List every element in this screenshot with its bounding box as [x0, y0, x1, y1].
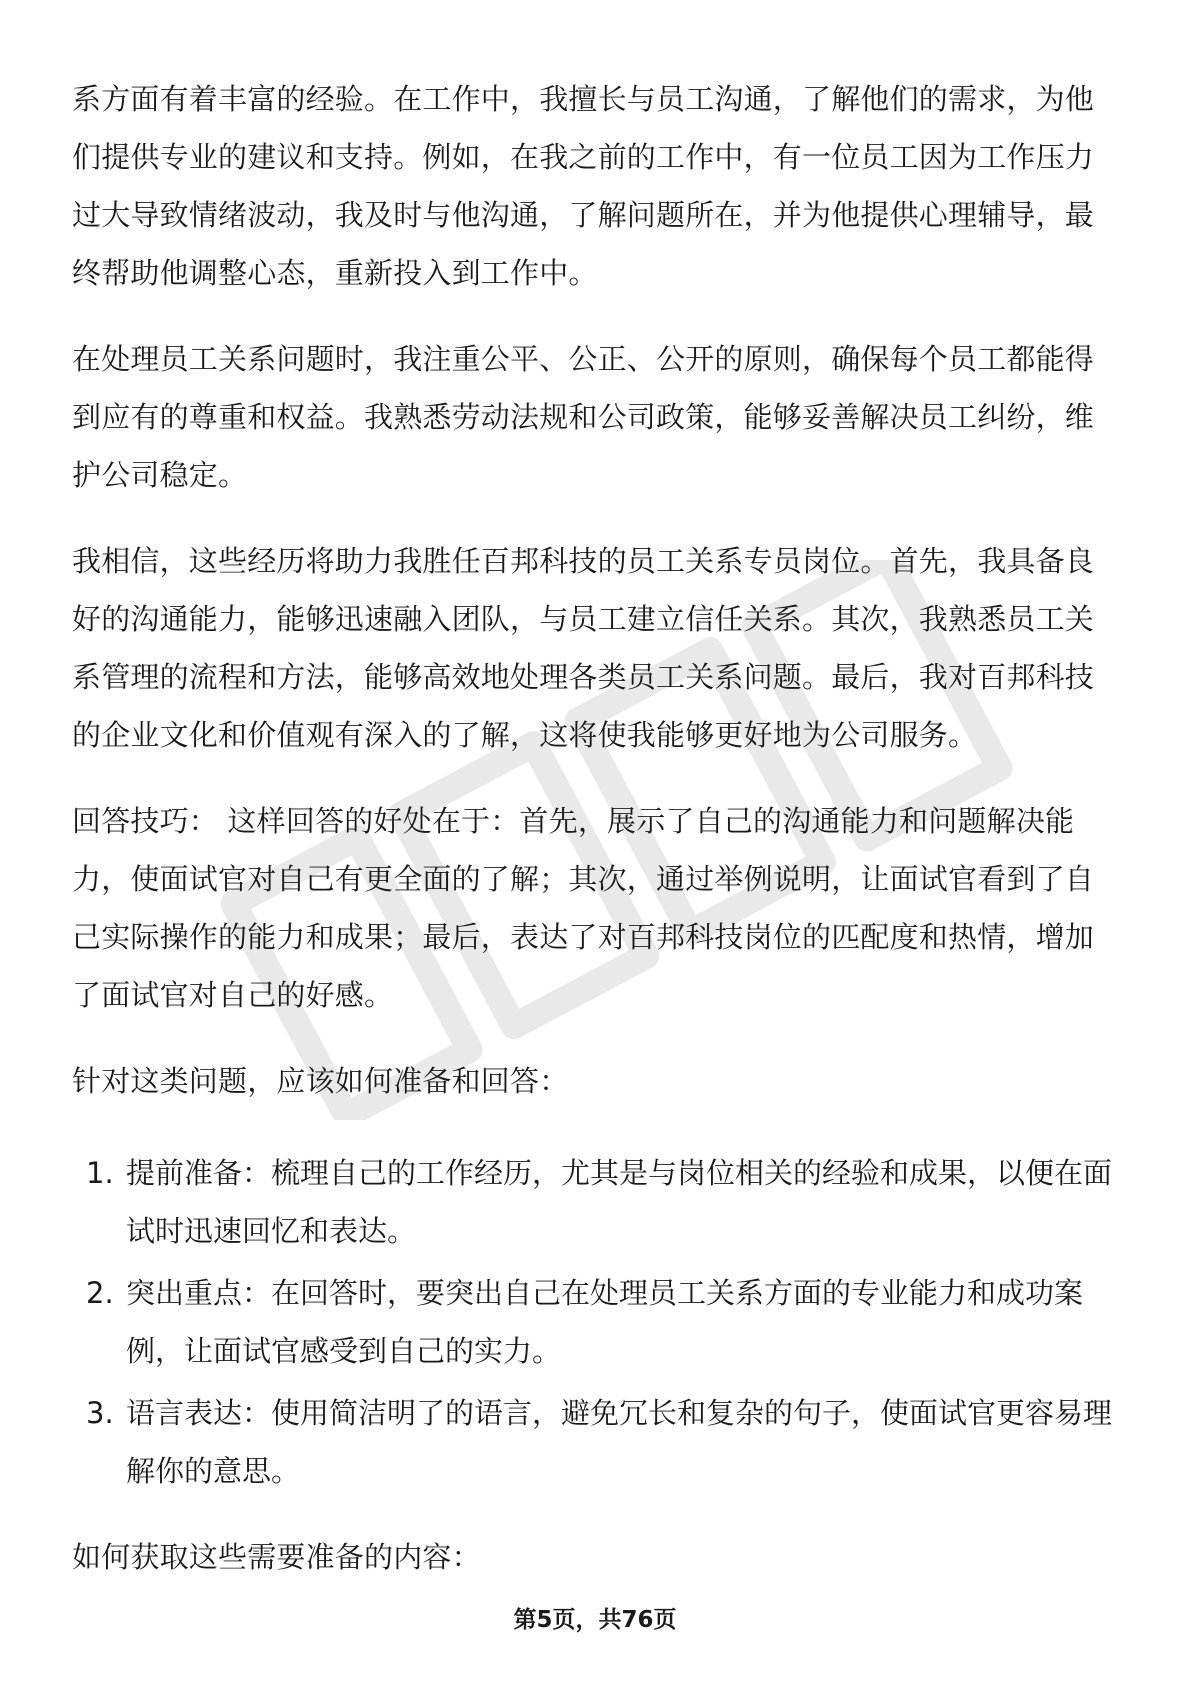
list-text: 语言表达：使用简洁明了的语言，避免冗长和复杂的句子，使面试官更容易理解你的意思。 [126, 1396, 1113, 1488]
list-item [72, 1264, 1120, 1380]
list-number: 3. [86, 1396, 114, 1430]
list-text: 提前准备：梳理自己的工作经历，尤其是与岗位相关的经验和成果，以便在面试时迅速回忆和表达。 [126, 1156, 1113, 1248]
paragraph-closing: 如何获取这些需要准备的内容： [72, 1540, 481, 1574]
paragraph-principles: 在处理员工关系问题时，我注重公平、公正、公开的原则，确保每个员工都能得到应有的尊重和权益。我熟悉劳动法规和公司政策，能够妥善解决员工纠纷，维护公司稳定。 [72, 342, 1095, 492]
preparation-list [72, 1144, 1120, 1500]
document-body [72, 70, 1120, 1614]
paragraph-answer-tips: 回答技巧： 这样回答的好处在于：首先，展示了自己的沟通能力和问题解决能力，使面试官对自己有更全面的了解；其次，通过举例说明，让面试官看到了自己实际操作的能力和成果；最后，表达了对百邦科技岗位的匹配度和热情，增加了面试官对自己的好感。 [72, 804, 1095, 1012]
page-number: 第5页，共76页 [513, 1607, 677, 1633]
list-text: 突出重点：在回答时，要突出自己在处理员工关系方面的专业能力和成功案例，让面试官感受到自己的实力。 [126, 1276, 1084, 1368]
paragraph-experience: 系方面有着丰富的经验。在工作中，我擅长与员工沟通，了解他们的需求，为他们提供专业的建议和支持。例如，在我之前的工作中，有一位员工因为工作压力过大导致情绪波动，我及时与他沟通，了解问题所在，并为他提供心理辅导，最终帮助他调整心态，重新投入到工作中。 [72, 82, 1095, 290]
list-number: 1. [86, 1156, 114, 1190]
list-number: 2. [86, 1276, 114, 1310]
paragraph-how-to-prepare: 针对这类问题，应该如何准备和回答： [72, 1064, 569, 1098]
paragraph-qualification: 我相信，这些经历将助力我胜任百邦科技的员工关系专员岗位。首先，我具备良好的沟通能力，能够迅速融入团队，与员工建立信任关系。其次，我熟悉员工关系管理的流程和方法，能够高效地处理各类员工关系问题。最后，我对百邦科技的企业文化和价值观有深入的了解，这将使我能够更好地为公司服务。 [72, 544, 1095, 752]
list-item [72, 1384, 1120, 1500]
list-item [72, 1144, 1120, 1260]
